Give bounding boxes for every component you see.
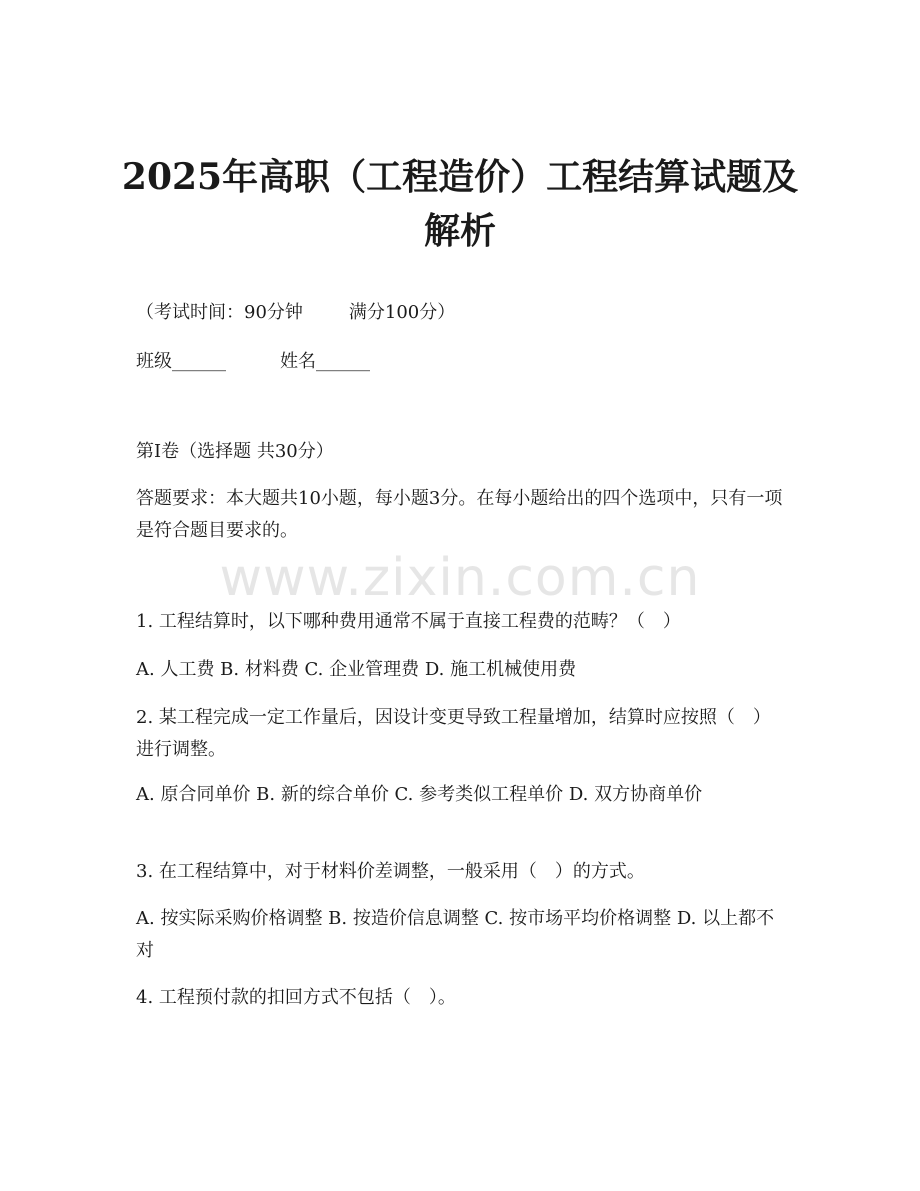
class-field: 班级______ <box>136 351 226 372</box>
exam-full-score: 满分100分） <box>348 302 456 323</box>
question-4-stem: 4. 工程预付款的扣回方式不包括（ ）。 <box>136 987 456 1008</box>
name-field: 姓名______ <box>280 351 370 372</box>
question-3-stem: 3. 在工程结算中，对于材料价差调整，一般采用（ ）的方式。 <box>136 861 645 882</box>
watermark: www.zixin.com.cn <box>219 548 701 608</box>
question-1-stem: 1. 工程结算时，以下哪种费用通常不属于直接工程费的范畴？（ ） <box>136 611 681 632</box>
question-2-stem: 2. 某工程完成一定工作量后，因设计变更导致工程量增加，结算时应按照（ ）进行调整。 <box>136 707 771 760</box>
exam-time: （考试时间：90分钟 <box>136 302 303 323</box>
question-3-options: A. 按实际采购价格调整 B. 按造价信息调整 C. 按市场平均价格调整 D. 以上都不对 <box>136 908 775 961</box>
student-fields <box>136 346 370 378</box>
document-title: 2025年高职（工程造价）工程结算试题及解析 <box>121 156 799 252</box>
section-instructions: 答题要求：本大题共10小题，每小题3分。在每小题给出的四个选项中，只有一项是符合题目要求的。 <box>136 488 783 541</box>
question-1-options: A. 人工费 B. 材料费 C. 企业管理费 D. 施工机械使用费 <box>136 659 577 680</box>
question-2-options: A. 原合同单价 B. 新的综合单价 C. 参考类似工程单价 D. 双方协商单价 <box>136 784 703 805</box>
section-title: 第I卷（选择题 共30分） <box>136 441 334 462</box>
exam-info <box>136 297 455 329</box>
